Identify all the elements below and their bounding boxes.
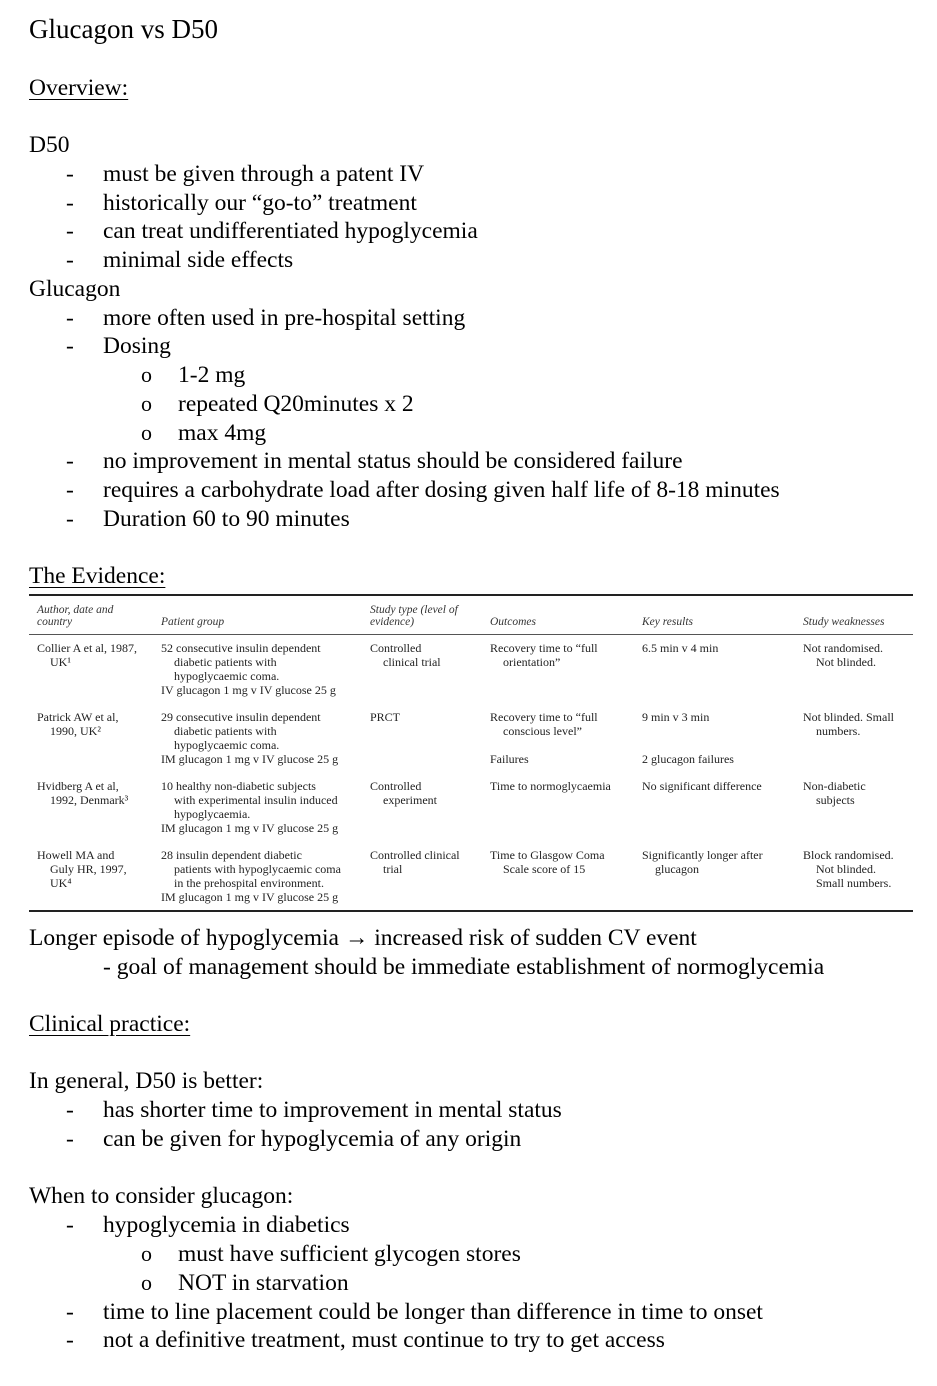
dosing-label: Dosing <box>103 333 171 359</box>
list-item: time to line placement could be longer than difference in time to onset <box>103 1299 763 1325</box>
table-cell-author: Patrick AW et al, 1990, UK² <box>37 710 119 738</box>
dash-bullet: - <box>66 1327 74 1353</box>
table-cell-patients: 28 insulin dependent diabetic patients with hypoglycaemic coma in the prehospital environment. IM glucagon 1 mg v IV glucose 25 g <box>161 848 341 904</box>
clinical-heading: Clinical practice: <box>29 1011 191 1037</box>
sub-list-item: max 4mg <box>178 420 267 446</box>
table-cell-outcomes: Failures <box>490 752 529 766</box>
table-cell-study-type: Controlled experiment <box>370 779 437 807</box>
table-cell-study-type: Controlled clinical trial <box>370 848 460 876</box>
table-cell-weaknesses: Block randomised. Not blinded. Small numbers. <box>803 848 894 890</box>
sub-list-item: 1-2 mg <box>178 362 246 388</box>
d50-label: D50 <box>29 132 70 158</box>
table-cell-author: Collier A et al, 1987, UK¹ <box>37 641 137 669</box>
header-key-results: Key results <box>642 616 693 628</box>
list-item: not a definitive treatment, must continue to try to get access <box>103 1327 665 1353</box>
circle-bullet: o <box>141 1241 152 1266</box>
table-cell-author: Hvidberg A et al, 1992, Denmark³ <box>37 779 129 807</box>
sub-list-item: NOT in starvation <box>178 1270 349 1296</box>
list-item: has shorter time to improvement in mental status <box>103 1097 562 1123</box>
evidence-conclusion-sub: - goal of management should be immediate establishment of normoglycemia <box>103 954 825 980</box>
circle-bullet: o <box>141 420 152 445</box>
table-cell-results: 9 min v 3 min <box>642 710 710 724</box>
header-study-weaknesses: Study weaknesses <box>803 616 885 628</box>
header-author: Author, date and country <box>37 604 114 628</box>
table-cell-weaknesses: Not blinded. Small numbers. <box>803 710 894 738</box>
sub-list-item: must have sufficient glycogen stores <box>178 1241 521 1267</box>
dash-bullet: - <box>66 161 74 187</box>
overview-heading: Overview: <box>29 75 129 101</box>
list-item: no improvement in mental status should be considered failure <box>103 448 683 474</box>
list-item: minimal side effects <box>103 247 294 273</box>
dash-bullet: - <box>66 305 74 331</box>
table-cell-patients: 52 consecutive insulin dependent diabetic patients with hypoglycaemic coma. IV glucagon 1 mg v IV glucose 25 g <box>161 641 336 697</box>
table-cell-results: 6.5 min v 4 min <box>642 641 719 655</box>
evidence-heading: The Evidence: <box>29 563 166 589</box>
table-cell-study-type: Controlled clinical trial <box>370 641 441 669</box>
table-cell-outcomes: Time to Glasgow Coma Scale score of 15 <box>490 848 605 876</box>
dash-bullet: - <box>66 1299 74 1325</box>
table-cell-outcomes: Recovery time to “full conscious level” <box>490 710 598 738</box>
dash-bullet: - <box>66 506 74 532</box>
list-item: requires a carbohydrate load after dosing given half life of 8-18 minutes <box>103 477 780 503</box>
sub-list-item: repeated Q20minutes x 2 <box>178 391 414 417</box>
list-item: more often used in pre-hospital setting <box>103 305 466 331</box>
dash-bullet: - <box>66 1126 74 1152</box>
header-patient-group: Patient group <box>161 616 225 628</box>
table-cell-weaknesses: Non-diabetic subjects <box>803 779 866 807</box>
dash-bullet: - <box>66 333 74 359</box>
table-cell-study-type: PRCT <box>370 710 401 724</box>
table-cell-patients: 29 consecutive insulin dependent diabetic patients with hypoglycaemic coma. IM glucagon 1 mg v IV glucose 25 g <box>161 710 339 766</box>
table-cell-results: Significantly longer after glucagon <box>642 848 763 876</box>
table-cell-results: No significant difference <box>642 779 762 793</box>
table-cell-outcomes: Recovery time to “full orientation” <box>490 641 598 669</box>
list-item: historically our “go-to” treatment <box>103 190 417 216</box>
when-statement: When to consider glucagon: <box>29 1183 294 1209</box>
general-statement: In general, D50 is better: <box>29 1068 264 1094</box>
table-rule <box>29 910 913 912</box>
list-item: Duration 60 to 90 minutes <box>103 506 350 532</box>
header-outcomes: Outcomes <box>490 616 536 628</box>
circle-bullet: o <box>141 362 152 387</box>
list-item: can be given for hypoglycemia of any origin <box>103 1126 522 1152</box>
table-cell-results: 2 glucagon failures <box>642 752 734 766</box>
list-item: must be given through a patent IV <box>103 161 425 187</box>
table-cell-outcomes: Time to normoglycaemia <box>490 779 611 793</box>
circle-bullet: o <box>141 1270 152 1295</box>
glucagon-label: Glucagon <box>29 276 121 302</box>
table-cell-author: Howell MA and Guly HR, 1997, UK⁴ <box>37 848 127 890</box>
dash-bullet: - <box>66 1212 74 1238</box>
dash-bullet: - <box>66 477 74 503</box>
list-item: hypoglycemia in diabetics <box>103 1212 350 1238</box>
dash-bullet: - <box>66 218 74 244</box>
dash-bullet: - <box>66 1097 74 1123</box>
table-rule <box>29 594 913 596</box>
list-item: can treat undifferentiated hypoglycemia <box>103 218 478 244</box>
header-study-type: Study type (level of evidence) <box>370 604 458 628</box>
dash-bullet: - <box>66 190 74 216</box>
dash-bullet: - <box>66 448 74 474</box>
circle-bullet: o <box>141 391 152 416</box>
table-rule <box>29 634 913 635</box>
dash-bullet: - <box>66 247 74 273</box>
table-cell-patients: 10 healthy non-diabetic subjects with experimental insulin induced hypoglycaemia. IM glucagon 1 mg v IV glucose 25 g <box>161 779 339 835</box>
page-title: Glucagon vs D50 <box>29 14 218 44</box>
evidence-conclusion: Longer episode of hypoglycemia → increased risk of sudden CV event <box>29 925 697 951</box>
table-cell-weaknesses: Not randomised. Not blinded. <box>803 641 883 669</box>
evidence-table <box>29 594 913 913</box>
